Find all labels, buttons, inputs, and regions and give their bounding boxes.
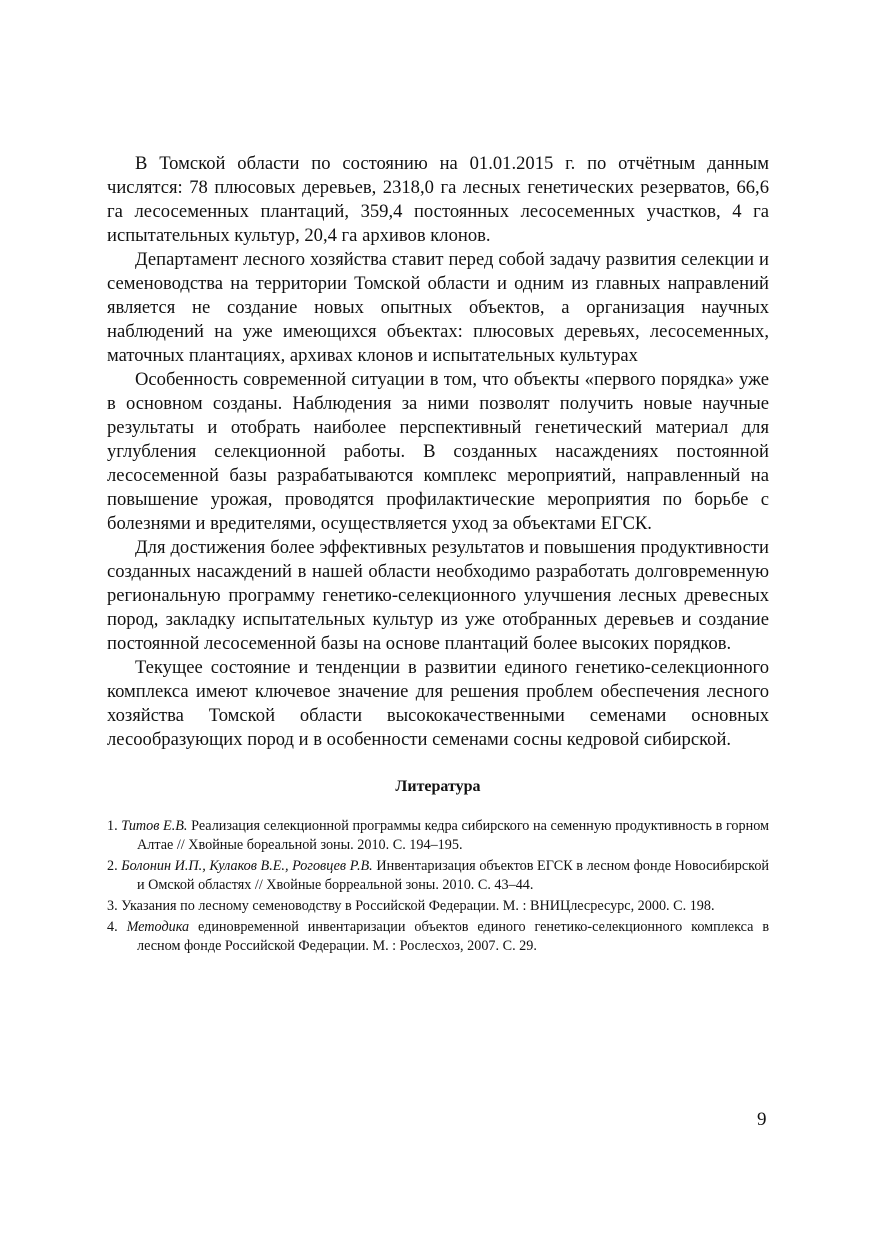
paragraph: Текущее состояние и тенденции в развитии единого генетико-селекционного комплекса имеют ключевое значение для решения проблем обеспечения лесного хозяйства Томской области высококачественными семенами основных лесообразующих пород и в особенности семенами сосны кедровой сибирской.	[107, 657, 769, 750]
references-list	[107, 817, 769, 956]
reference-text: Указания по лесному семеноводству в Российской Федерации. М. : ВНИЦлесресурс, 2000. С. 198.	[121, 898, 715, 914]
reference-author: Болонин И.П., Кулаков В.Е., Роговцев Р.В.	[121, 858, 373, 874]
paragraph: Особенность современной ситуации в том, что объекты «первого порядка» уже в основном созданы. Наблюдения за ними позволят получить новые научные результаты и отобрать наиболее перспективный генетический материал для углубления селекционной работы. В созданных насаждениях постоянной лесосеменной базы разрабатываются комплекс мероприятий, направленный на повышение урожая, проводятся профилактические мероприятия по борьбе с болезнями и вредителями, осуществляется уход за объектами ЕГСК.	[107, 369, 769, 534]
document-page	[107, 152, 769, 958]
reference-text: единовременной инвентаризации объектов единого генетико-селекционного комплекса в лесном фонде Российской Федерации. М. : Рослесхоз, 2007. С. 29.	[137, 919, 770, 954]
reference-author: Методика	[126, 919, 190, 935]
reference-number: 3.	[107, 898, 118, 914]
page-number: 9	[757, 1109, 767, 1130]
reference-text: Реализация селекционной программы кедра сибирского на семенную продуктивность в горном Алтае // Хвойные бореальной зоны. 2010. С. 194–195.	[137, 818, 769, 853]
reference-item	[107, 897, 769, 916]
reference-number: 2.	[107, 858, 118, 874]
body-text	[107, 152, 769, 752]
references-title: Литература	[395, 778, 481, 795]
paragraph: Для достижения более эффективных результатов и повышения продуктивности созданных насаждений в нашей области необходимо разработать долговременную региональную программу генетико-селекционного улучшения лесных древесных пород, закладку испытательных культур из уже отобранных деревьев и создание постоянной лесосеменной базы на основе плантаций более высоких порядков.	[107, 537, 769, 654]
reference-item	[107, 857, 769, 895]
paragraph: Департамент лесного хозяйства ставит перед собой задачу развития селекции и семеноводства на территории Томской области и одним из главных направлений является не создание новых опытных объектов, а организация научных наблюдений на уже имеющихся объектах: плюсовых деревьях, лесосеменных, маточных плантациях, архивах клонов и испытательных культурах	[107, 249, 769, 366]
paragraph: В Томской области по состоянию на 01.01.2015 г. по отчётным данным числятся: 78 плюсовых деревьев, 2318,0 га лесных генетических резерватов, 66,6 га лесосеменных плантаций, 359,4 постоянных лесосеменных участков, 4 га испытательных культур, 20,4 га архивов клонов.	[107, 153, 769, 246]
reference-number: 4.	[107, 919, 118, 935]
reference-item	[107, 817, 769, 855]
reference-number: 1.	[107, 818, 118, 834]
reference-author: Титов Е.В.	[121, 818, 188, 834]
reference-text: Инвентаризация объектов ЕГСК в лесном фонде Новосибирской и Омской областях // Хвойные борреальной зоны. 2010. С. 43–44.	[137, 858, 770, 893]
reference-item	[107, 918, 769, 956]
